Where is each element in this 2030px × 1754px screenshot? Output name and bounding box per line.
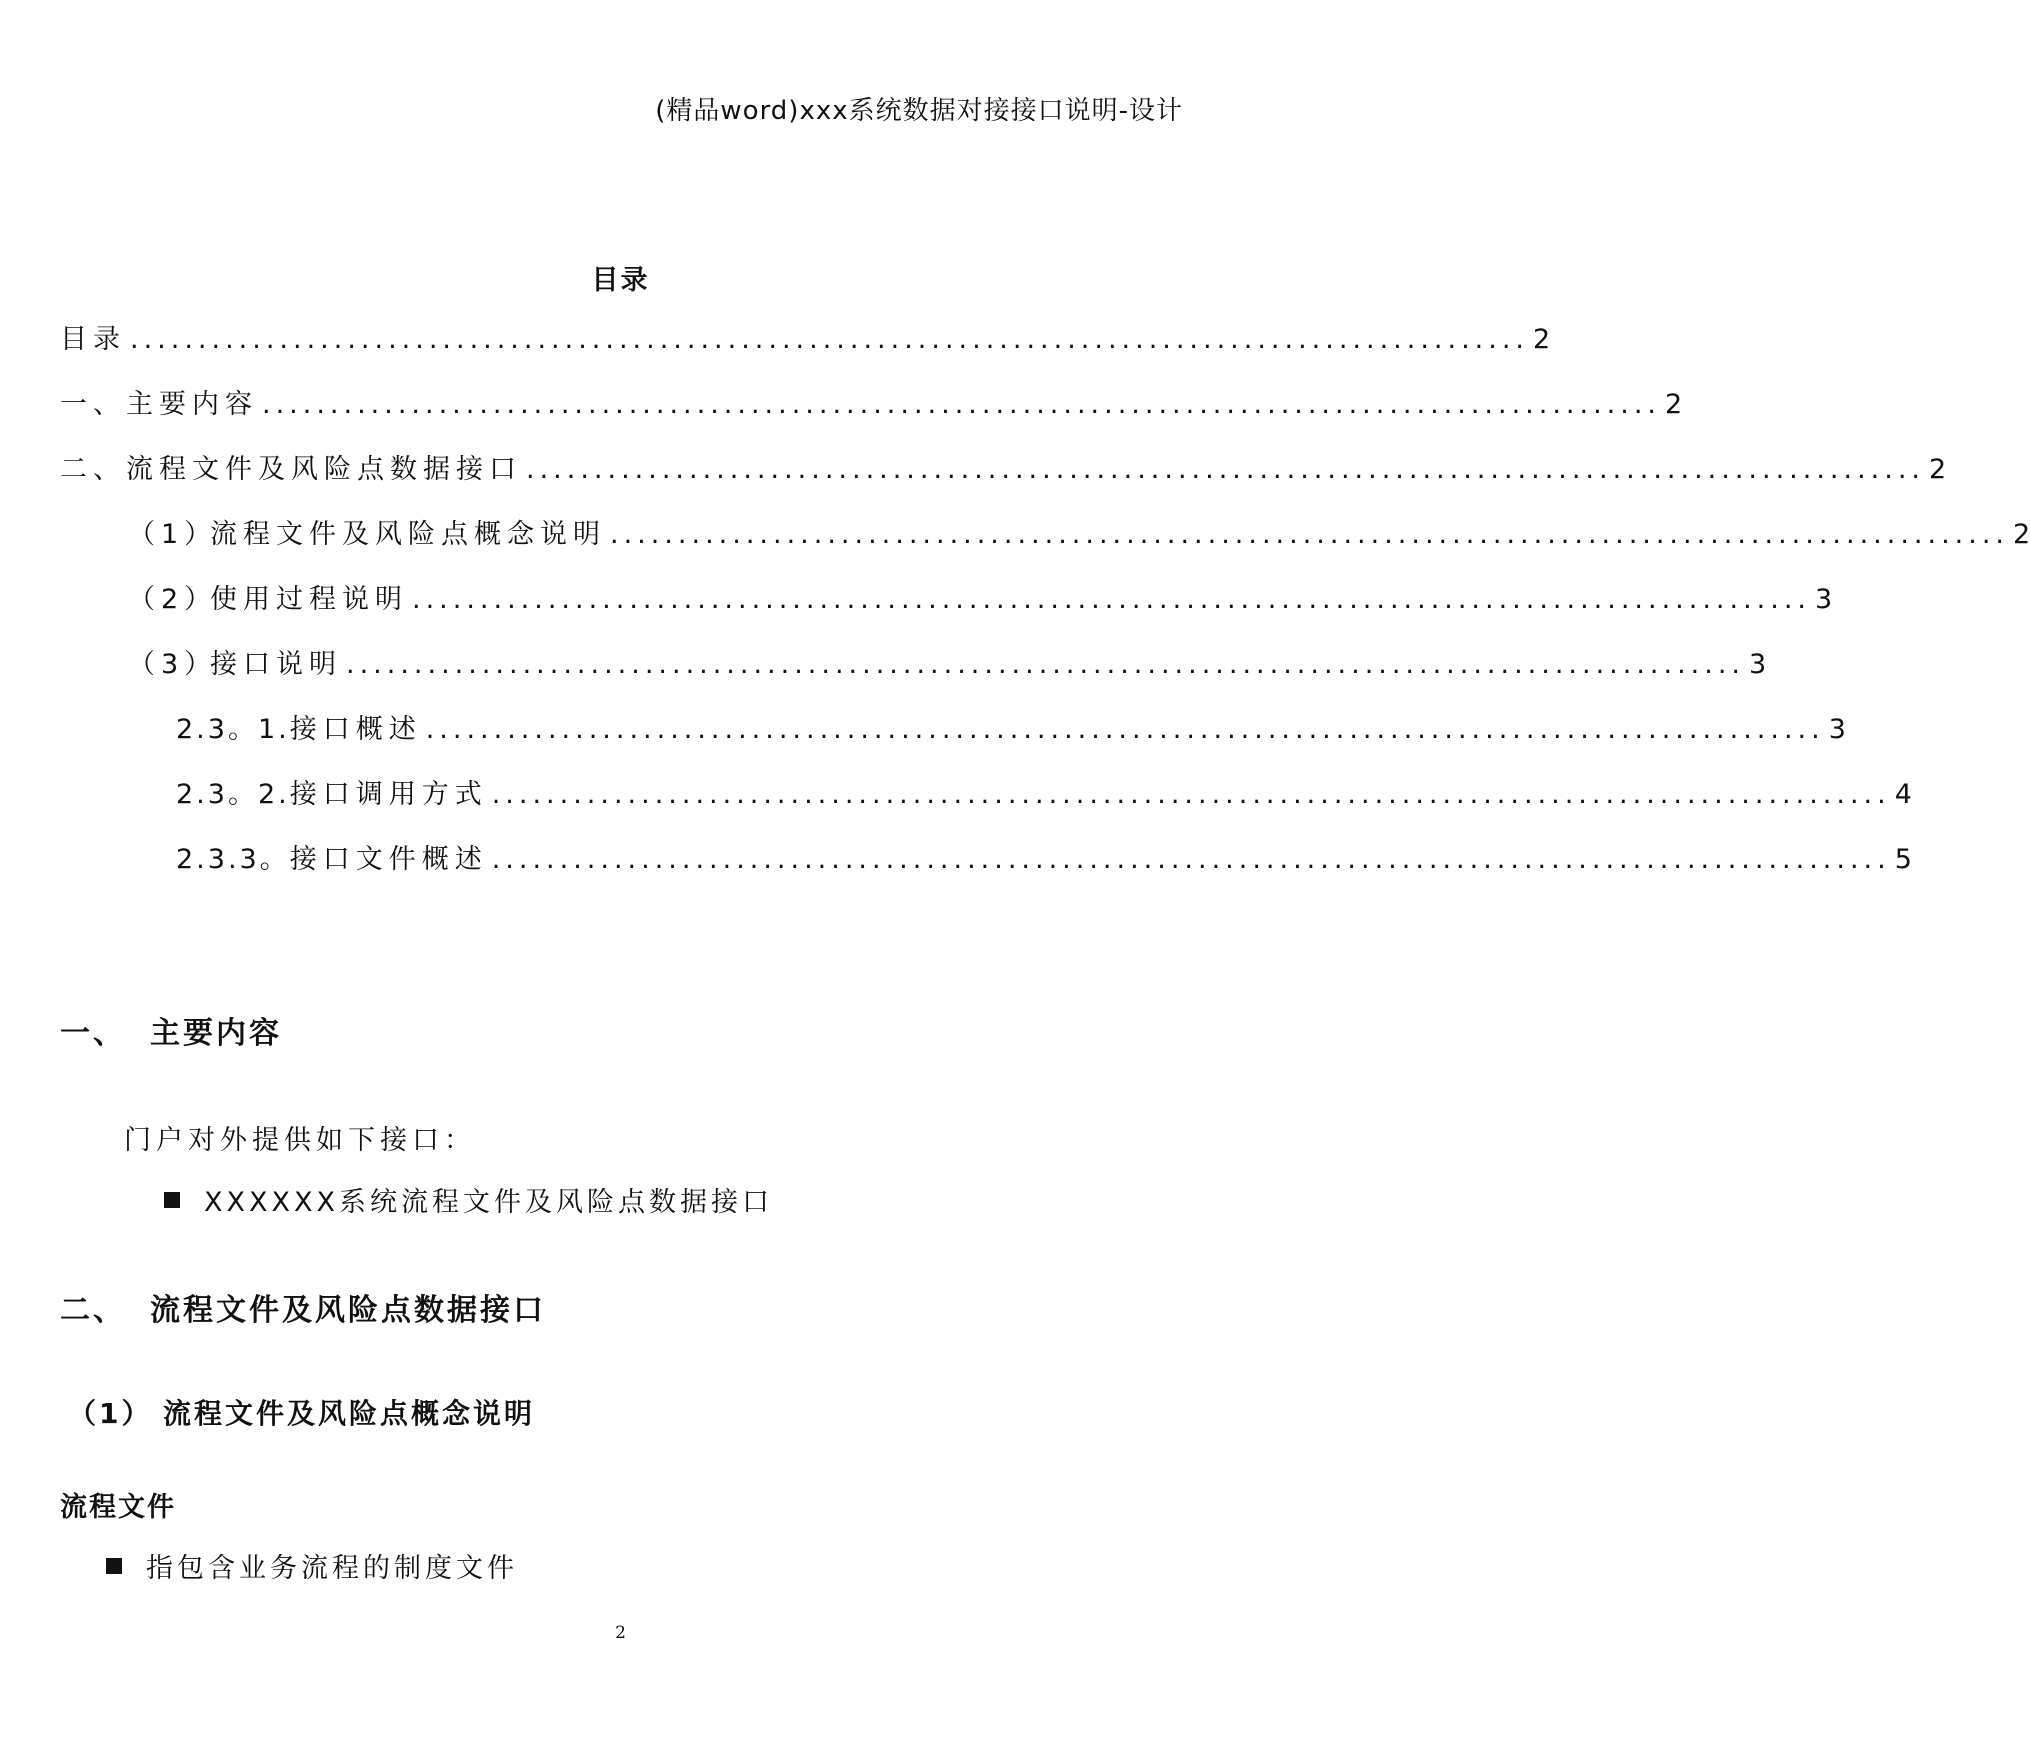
toc-dot-leader: ....................................................................................................... <box>425 714 1825 745</box>
toc-entry-page: 2 <box>2013 519 2030 550</box>
toc-entry-text: 主要内容 <box>126 389 258 420</box>
toc-entry-page: 3 <box>1749 649 1767 680</box>
toc-dot-leader: ....................................................................................................... <box>412 584 1811 615</box>
section-title: 流程文件及风险点数据接口 <box>150 1293 546 1328</box>
toc-entry-page: 2 <box>1929 454 1947 485</box>
toc-entry-text: 接口文件概述 <box>289 844 488 875</box>
square-bullet-icon <box>164 1192 180 1208</box>
toc-dot-leader: ....................................................................................................... <box>491 779 1891 810</box>
list-item <box>106 1546 518 1585</box>
toc-entry[interactable] <box>176 772 1912 810</box>
toc-entry-number: 一、 <box>60 389 126 420</box>
toc-entry-number: 2.3。2. <box>176 779 290 810</box>
toc-entry-page: 5 <box>1894 844 1912 875</box>
toc-dot-leader: ....................................................................................................... <box>262 389 1661 420</box>
toc-dot-leader: ....................................................................................................... <box>130 324 1529 355</box>
toc-dot-leader: ....................................................................................................... <box>610 519 2009 550</box>
intro-paragraph: 门户对外提供如下接口： <box>124 1125 476 1156</box>
section-heading <box>60 1008 282 1052</box>
toc-entry-text: 接口调用方式 <box>289 779 488 810</box>
square-bullet-icon <box>106 1558 122 1574</box>
toc-entry[interactable] <box>128 642 1767 680</box>
section-number: 一、 <box>60 1016 126 1051</box>
toc-dot-leader: ....................................................................................................... <box>346 649 1745 680</box>
toc-entry[interactable] <box>176 707 1846 745</box>
toc-entry-page: 3 <box>1815 584 1833 615</box>
toc-entry[interactable] <box>60 317 1551 355</box>
subsection-heading <box>68 1392 535 1432</box>
toc-entry-page: 2 <box>1533 324 1551 355</box>
toc-entry[interactable] <box>60 447 1947 485</box>
list-item-text: XXXXXX系统流程文件及风险点数据接口 <box>204 1187 773 1218</box>
toc-dot-leader: ....................................................................................................... <box>526 454 1925 485</box>
toc-entry-number: （2） <box>128 584 218 615</box>
toc-entry-number: 2.3。1. <box>176 714 290 745</box>
section-title: 主要内容 <box>150 1016 282 1051</box>
toc-entry-number: 2.3.3。 <box>176 844 290 875</box>
list-item <box>164 1180 773 1219</box>
section-number: 二、 <box>60 1293 126 1328</box>
toc-entry-page: 2 <box>1665 389 1683 420</box>
page-number: 2 <box>615 1623 626 1643</box>
section-heading <box>60 1285 546 1329</box>
running-header: (精品word)xxx系统数据对接接口说明-设计 <box>655 96 1183 126</box>
toc-entry-text: 接口说明 <box>210 649 342 680</box>
toc-entry[interactable] <box>176 837 1912 875</box>
toc-entry[interactable] <box>128 577 1833 615</box>
toc-entry-text: 接口概述 <box>289 714 422 745</box>
toc-entry[interactable] <box>128 512 2030 550</box>
toc-entry-text: 流程文件及风险点数据接口 <box>126 454 522 485</box>
toc-title: 目录 <box>591 265 650 296</box>
subsection-number: （1） <box>68 1397 153 1430</box>
term-heading: 流程文件 <box>60 1492 176 1523</box>
toc-entry-number: （1） <box>128 519 218 550</box>
toc-entry-number: 二、 <box>60 454 126 485</box>
toc-entry-page: 3 <box>1828 714 1846 745</box>
toc-entry-page: 4 <box>1894 779 1912 810</box>
toc-entry-text: 流程文件及风险点概念说明 <box>210 519 606 550</box>
toc-entry-text: 目录 <box>60 324 126 355</box>
toc-dot-leader: ....................................................................................................... <box>491 844 1891 875</box>
toc-entry-number: （3） <box>128 649 218 680</box>
subsection-title: 流程文件及风险点概念说明 <box>163 1397 536 1430</box>
toc-entry[interactable] <box>60 382 1683 420</box>
list-item-text: 指包含业务流程的制度文件 <box>146 1553 518 1584</box>
toc-entry-text: 使用过程说明 <box>210 584 408 615</box>
